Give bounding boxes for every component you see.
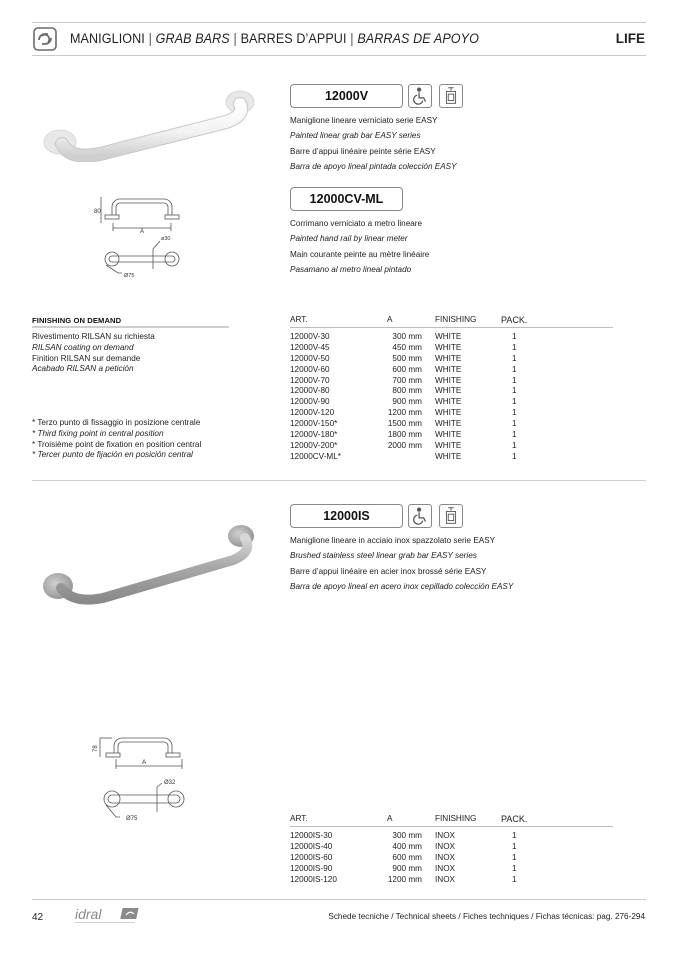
cell-art: 12000V-70: [290, 375, 330, 385]
table-row: [290, 332, 613, 343]
table-row: [290, 853, 613, 864]
product-code-12000is: 12000IS: [290, 504, 403, 528]
cell-finishing: WHITE: [435, 408, 462, 418]
cell-art: 12000IS-120: [290, 874, 337, 884]
desc-es: Barra de apoyo lineal en acero inox cepillado colección EASY: [290, 581, 514, 592]
cell-finishing: WHITE: [435, 451, 462, 461]
col-pack: PACK.: [501, 315, 528, 325]
cell-pack: 1: [512, 386, 517, 396]
note-es: * Tercer punto de fijación en posición central: [32, 450, 193, 460]
note-it: * Terzo punto di fissaggio in posizione centrale: [32, 418, 201, 427]
idral-logo: [75, 906, 147, 926]
cell-finishing: WHITE: [435, 342, 462, 352]
table-is-body: [290, 831, 613, 885]
table-row: [290, 419, 613, 430]
wheelchair-accessibility-icon: [408, 504, 432, 528]
title-en: GRAB BARS: [155, 31, 230, 46]
product-is-descriptions: [290, 533, 525, 595]
cell-a: 600 mm: [392, 852, 422, 862]
cell-pack: 1: [512, 863, 517, 873]
finishing-es: Acabado RILSAN a petición: [32, 364, 134, 374]
cell-finishing: INOX: [435, 863, 456, 873]
cell-finishing: WHITE: [435, 375, 462, 385]
white-grab-bar-drawing: [88, 193, 198, 283]
cell-pack: 1: [512, 332, 517, 341]
cell-a: 2000 mm: [387, 440, 422, 450]
desc-it: Maniglione lineare in acciaio inox spazzolato serie EASY: [290, 535, 496, 545]
cell-a: 700 mm: [392, 375, 422, 385]
dim-width-label: A: [140, 229, 145, 235]
title-es: BARRAS DE APOYO: [357, 31, 479, 46]
finishing-fr: Finition RILSAN sur demande: [32, 353, 141, 363]
weight-capacity-icon: [439, 84, 463, 108]
brand-name: idral: [75, 906, 102, 922]
col-a: A: [387, 814, 393, 823]
table-row: [290, 452, 613, 463]
cell-art: 12000IS-30: [290, 831, 333, 840]
note-fr: * Troisième point de fixation en position central: [32, 439, 202, 449]
cell-a: 400 mm: [392, 841, 422, 851]
table-row: [290, 354, 613, 365]
stainless-grab-bar-drawing: [86, 733, 201, 825]
desc-en: Brushed stainless steel linear grab bar EASY series: [290, 550, 477, 561]
col-art: ART.: [290, 814, 308, 823]
cell-finishing: WHITE: [435, 332, 462, 341]
stainless-grab-bar-image: [33, 518, 263, 608]
desc-it: Corrimano verniciato a metro lineare: [290, 218, 423, 228]
table-row: [290, 365, 613, 376]
cell-finishing: WHITE: [435, 397, 462, 407]
cell-art: 12000V-30: [290, 332, 330, 341]
cell-pack: 1: [512, 408, 517, 418]
weight-capacity-icon: [439, 504, 463, 528]
fixing-notes: [32, 418, 201, 461]
col-a: A: [387, 315, 393, 324]
dim-height-label: 80: [94, 209, 101, 215]
finishing-it: Rivestimento RILSAN su richiesta: [32, 332, 155, 341]
cell-a: 1200 mm: [387, 874, 422, 884]
cell-art: 12000V-150*: [290, 419, 338, 429]
cell-finishing: WHITE: [435, 353, 462, 363]
desc-it: Maniglione lineare verniciato serie EASY: [290, 115, 438, 125]
cell-art: 12000V-200*: [290, 440, 338, 450]
desc-fr: Barre d’appui linéaire peinte série EASY: [290, 145, 436, 156]
note-en: * Third fixing point in central position: [32, 428, 164, 438]
cell-pack: 1: [512, 831, 517, 840]
cell-art: 12000V-80: [290, 386, 330, 396]
product-code-12000cv-ml: 12000CV-ML: [290, 187, 403, 211]
cell-pack: 1: [512, 419, 517, 429]
cell-art: 12000V-50: [290, 353, 330, 363]
cell-pack: 1: [512, 353, 517, 363]
col-finishing: FINISHING: [435, 814, 477, 823]
desc-es: Pasamano al metro lineal pintado: [290, 264, 412, 275]
cell-finishing: WHITE: [435, 430, 462, 440]
cell-art: 12000V-180*: [290, 430, 338, 440]
table-row: [290, 831, 613, 842]
table-row: [290, 430, 613, 441]
cell-a: 1500 mm: [387, 419, 422, 429]
title-separator: |: [148, 31, 152, 46]
dim-height-label: 78: [93, 745, 99, 752]
desc-fr: Main courante peinte au mètre linéaire: [290, 248, 430, 259]
title-separator: |: [350, 31, 354, 46]
footer-rule: [32, 899, 646, 900]
cell-a: 600 mm: [392, 364, 422, 374]
cell-a: 1200 mm: [387, 408, 422, 418]
table-is-rule: [290, 826, 613, 827]
col-art: ART.: [290, 315, 308, 324]
table-is-header: [290, 814, 613, 824]
desc-en: Painted hand rail by linear meter: [290, 233, 408, 244]
title-fr: BARRES D’APPUI: [240, 31, 347, 46]
table-row: [290, 343, 613, 354]
header-bottom-rule: [32, 55, 646, 56]
cell-finishing: WHITE: [435, 364, 462, 374]
dim-flange-diameter: Ø75: [126, 816, 138, 822]
cell-a: 300 mm: [392, 831, 422, 840]
cell-finishing: WHITE: [435, 440, 462, 450]
cell-pack: 1: [512, 364, 517, 374]
desc-es: Barra de apoyo lineal pintada colección EASY: [290, 161, 457, 172]
cell-finishing: INOX: [435, 841, 456, 851]
product-cvml-descriptions: [290, 216, 437, 278]
table-v-header: [290, 315, 613, 325]
cell-pack: 1: [512, 440, 517, 450]
table-row: [290, 864, 613, 875]
finishing-rule: [32, 326, 229, 328]
table-row: [290, 408, 613, 419]
section-divider: [32, 480, 646, 481]
cell-art: 12000V-45: [290, 342, 330, 352]
cell-finishing: INOX: [435, 874, 456, 884]
page-title: [70, 31, 479, 46]
cell-a: 800 mm: [392, 386, 422, 396]
white-grab-bar-image: [30, 82, 260, 162]
cell-a: 300 mm: [392, 332, 422, 341]
table-v-body: [290, 332, 613, 463]
cell-art: 12000V-90: [290, 397, 330, 407]
table-row: [290, 842, 613, 853]
cell-pack: 1: [512, 451, 517, 461]
technical-sheets-reference: Schede tecniche / Technical sheets / Fiches techniques / Fichas técnicas: pag. 276-294: [328, 912, 645, 921]
cell-pack: 1: [512, 841, 517, 851]
table-row: [290, 397, 613, 408]
cell-a: 900 mm: [392, 397, 422, 407]
cell-a: 900 mm: [392, 863, 422, 873]
cell-art: 12000V-120: [290, 408, 335, 418]
section-label: LIFE: [615, 31, 645, 46]
cell-a: 1800 mm: [387, 430, 422, 440]
cell-art: 12000CV-ML*: [290, 451, 341, 461]
finishing-heading: FINISHING ON DEMAND: [32, 316, 122, 325]
finishing-lines: [32, 332, 155, 375]
cell-pack: 1: [512, 430, 517, 440]
dim-flange-diameter: Ø75: [124, 273, 135, 279]
page-number: 42: [32, 912, 44, 923]
rotation-logo-icon: [33, 27, 57, 51]
cell-pack: 1: [512, 375, 517, 385]
dim-width-label: A: [142, 759, 147, 766]
cell-art: 12000V-60: [290, 364, 330, 374]
cell-finishing: WHITE: [435, 386, 462, 396]
dim-tube-diameter: Ø32: [164, 780, 176, 786]
wheelchair-accessibility-icon: [408, 84, 432, 108]
cell-finishing: INOX: [435, 852, 456, 862]
title-separator: |: [233, 31, 237, 46]
cell-art: 12000IS-60: [290, 852, 333, 862]
desc-en: Painted linear grab bar EASY series: [290, 130, 421, 141]
table-row: [290, 441, 613, 452]
table-row: [290, 376, 613, 387]
product-code-12000v: 12000V: [290, 84, 403, 108]
table-row: [290, 386, 613, 397]
col-finishing: FINISHING: [435, 315, 477, 324]
product-v-descriptions: [290, 113, 465, 175]
tube: [61, 538, 247, 600]
cell-pack: 1: [512, 874, 517, 884]
cell-finishing: INOX: [435, 831, 456, 840]
cell-art: 12000IS-40: [290, 841, 333, 851]
cell-a: 450 mm: [392, 342, 422, 352]
title-it: MANIGLIONI: [70, 31, 145, 46]
cell-pack: 1: [512, 342, 517, 352]
cell-a: 500 mm: [392, 353, 422, 363]
header-top-rule: [32, 22, 646, 23]
table-v-rule: [290, 327, 613, 328]
cell-pack: 1: [512, 397, 517, 407]
cell-art: 12000IS-90: [290, 863, 333, 873]
table-row: [290, 875, 613, 886]
col-pack: PACK.: [501, 814, 528, 824]
desc-fr: Barre d’appui linéaire en acier inox brossé série EASY: [290, 565, 487, 576]
cell-finishing: WHITE: [435, 419, 462, 429]
cell-pack: 1: [512, 852, 517, 862]
dim-tube-diameter: ø30: [161, 236, 171, 242]
finishing-en: RILSAN coating on demand: [32, 342, 134, 352]
